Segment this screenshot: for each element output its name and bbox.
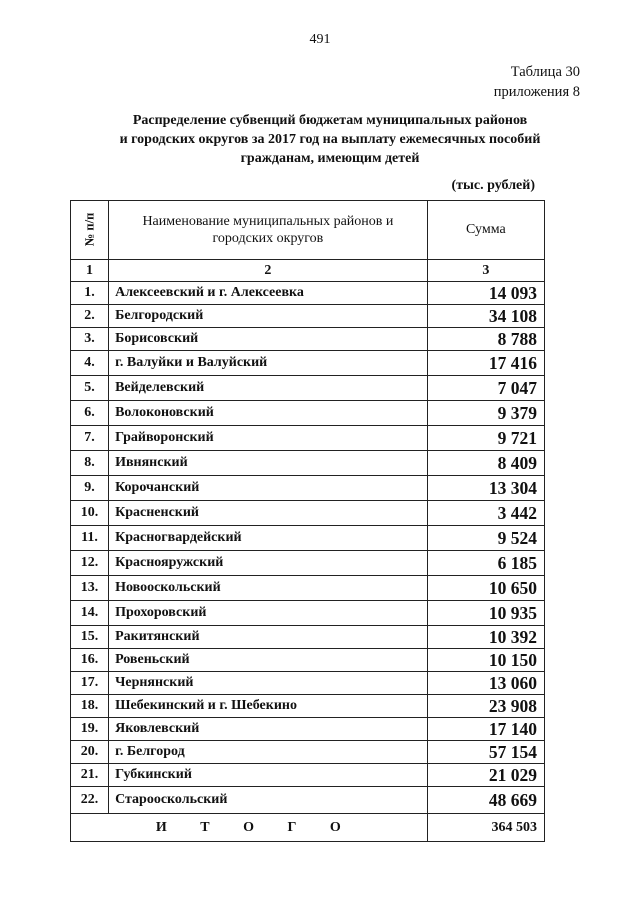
page-number: 491 [309,32,331,47]
district-name: Ивнянский [109,451,428,476]
total-row [71,814,545,842]
unit-note: (тыс. рублей) [451,178,535,193]
row-sum: 9 721 [427,426,544,451]
row-number: 7. [71,426,109,451]
row-number: 9. [71,476,109,501]
row-number: 21. [71,764,109,787]
table-row [71,741,545,764]
total-sum: 364 503 [427,814,544,842]
district-name: Краснояружский [109,551,428,576]
row-sum: 9 379 [427,401,544,426]
district-name: Ровеньский [109,649,428,672]
row-sum: 3 442 [427,501,544,526]
district-name: г. Белгород [109,741,428,764]
row-sum: 17 140 [427,718,544,741]
table-row [71,672,545,695]
district-name: Новооскольский [109,576,428,601]
document-title-line1: Распределение субвенций бюджетам муниципальных районов [132,113,528,128]
table-row [71,649,545,672]
table-row [71,305,545,328]
row-sum: 13 304 [427,476,544,501]
row-number: 5. [71,376,109,401]
district-name: Чернянский [109,672,428,695]
table-row [71,787,545,814]
row-number: 18. [71,695,109,718]
column-index-1: 1 [71,260,109,282]
district-name: Губкинский [109,764,428,787]
row-sum: 14 093 [427,282,544,305]
row-sum: 10 392 [427,626,544,649]
row-sum: 6 185 [427,551,544,576]
row-number: 8. [71,451,109,476]
table-reference-line1: Таблица 30 [510,64,580,80]
column-index-2: 2 [109,260,428,282]
header-name-line2: городских округов [212,231,324,246]
table-reference [494,62,580,102]
row-sum: 21 029 [427,764,544,787]
row-sum: 10 935 [427,601,544,626]
header-name-cell [109,201,428,260]
district-name: Красненский [109,501,428,526]
district-name: Шебекинский и г. Шебекино [109,695,428,718]
district-name: Корочанский [109,476,428,501]
row-number: 19. [71,718,109,741]
district-name: Волоконовский [109,401,428,426]
document-title-line3: гражданам, имеющим детей [240,151,420,166]
row-sum: 9 524 [427,526,544,551]
table-header-row [71,201,545,260]
row-number: 6. [71,401,109,426]
row-sum: 10 150 [427,649,544,672]
district-name: Яковлевский [109,718,428,741]
table-row [71,351,545,376]
table-row [71,376,545,401]
row-number: 16. [71,649,109,672]
district-name: Прохоровский [109,601,428,626]
column-index-3: 3 [427,260,544,282]
table-row [71,501,545,526]
table-row [71,695,545,718]
district-name: Красногвардейский [109,526,428,551]
district-name: г. Валуйки и Валуйский [109,351,428,376]
district-name: Борисовский [109,328,428,351]
table-row [71,764,545,787]
table-row [71,282,545,305]
row-number: 2. [71,305,109,328]
table-row [71,718,545,741]
district-name: Старооскольский [109,787,428,814]
row-number: 15. [71,626,109,649]
table-row [71,328,545,351]
row-number: 13. [71,576,109,601]
table-reference-line2: приложения 8 [493,84,580,100]
row-sum: 8 788 [427,328,544,351]
row-sum: 7 047 [427,376,544,401]
subsidy-table [70,200,545,842]
header-number-label: № п/п [82,212,97,247]
table-row [71,401,545,426]
row-sum: 23 908 [427,695,544,718]
row-number: 12. [71,551,109,576]
column-index-row [71,260,545,282]
district-name: Белгородский [109,305,428,328]
document-title-line2: и городских округов за 2017 год на выплату ежемесячных пособий [119,132,541,147]
row-number: 17. [71,672,109,695]
row-number: 10. [71,501,109,526]
row-sum: 34 108 [427,305,544,328]
row-sum: 57 154 [427,741,544,764]
header-sum-cell: Сумма [427,201,544,260]
document-title [60,111,600,168]
row-sum: 13 060 [427,672,544,695]
row-number: 3. [71,328,109,351]
district-name: Вейделевский [109,376,428,401]
row-number: 14. [71,601,109,626]
table-row [71,426,545,451]
header-number-cell [71,201,109,260]
row-sum: 17 416 [427,351,544,376]
row-sum: 8 409 [427,451,544,476]
row-number: 11. [71,526,109,551]
table-row [71,626,545,649]
table-row [71,601,545,626]
district-name: Алексеевский и г. Алексеевка [109,282,428,305]
table-row [71,476,545,501]
header-name-line1: Наименование муниципальных районов и [142,214,394,229]
table-row [71,451,545,476]
row-sum: 10 650 [427,576,544,601]
total-label: И Т О Г О [71,814,428,842]
row-number: 22. [71,787,109,814]
district-name: Ракитянский [109,626,428,649]
row-number: 20. [71,741,109,764]
row-number: 4. [71,351,109,376]
row-number: 1. [71,282,109,305]
district-name: Грайворонский [109,426,428,451]
table-row [71,551,545,576]
table-row [71,526,545,551]
table-row [71,576,545,601]
row-sum: 48 669 [427,787,544,814]
